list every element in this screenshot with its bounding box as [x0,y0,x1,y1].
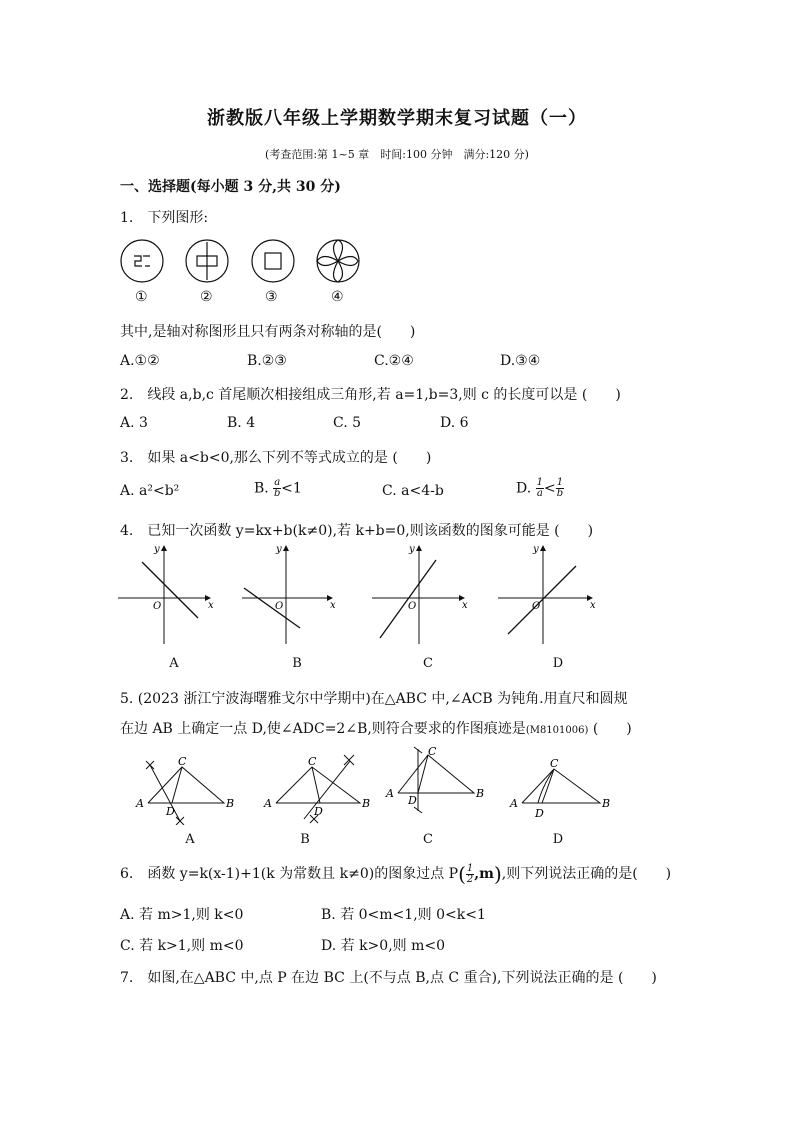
q5-caption-b: B [300,832,310,847]
q3-d-denominator-1: a [536,488,543,499]
q1-option-d: D.③④ [500,353,541,369]
q1-option-a: A.①② [120,353,160,369]
q5-figure-a [146,761,224,825]
q1-option-b: B.②③ [247,353,287,369]
q5-figure-d [522,769,600,803]
q1-figure-2 [186,240,228,282]
q5-d-pt-d: D [535,807,544,820]
q5-c-pt-c: C [428,745,437,758]
q3-option-d-fraction-2 [556,478,564,499]
q6-option-d: D. 若 k>0,则 m<0 [321,938,446,954]
q1-prompt: 其中,是轴对称图形且只有两条对称轴的是( ) [120,324,416,340]
q6-fraction [466,864,474,885]
q3-option-b [254,478,302,499]
q1-label-1: ① [135,289,148,305]
q5-b-pt-a: A [264,797,272,810]
q5-line1: 5. (2023 浙江宁波海曙雅戈尔中学期中)在△ABC 中,∠ACB 为钝角.用直尺和圆规 [120,691,628,707]
q1-label-4: ④ [331,289,344,305]
q5-figures [128,745,618,825]
q4-b-origin: O [275,601,284,612]
q3-option-a: A. a²<b² [120,483,180,499]
q3-d-denominator-2: b [556,488,564,499]
q4-caption-b: B [292,656,302,671]
q5-c-pt-d: D [408,794,417,807]
q1-figures [115,236,375,286]
q1-label-3: ③ [265,289,278,305]
q5-a-pt-c: C [178,755,187,768]
q3-option-d-fraction-1 [536,478,544,499]
q5-line2 [120,718,632,738]
q5-tail: ( ) [588,721,632,737]
q3-d-numerator-1: 1 [536,477,544,488]
q6-denominator: 2 [466,873,474,885]
q5-b-pt-d: D [314,805,323,818]
q1-label-2: ② [200,289,213,305]
q4-caption-d: D [552,656,564,671]
q4-graph-b [242,546,332,644]
q3-stem: 3. 如果 a<b<0,那么下列不等式成立的是 ( ) [120,450,432,466]
q2-option-d: D. 6 [440,415,469,431]
q4-stem: 4. 已知一次函数 y=kx+b(k≠0),若 k+b=0,则该函数的图象可能是 ( ) [120,523,594,539]
q4-d-y-label: y [533,544,539,555]
q5-caption-d: D [552,832,564,847]
q4-caption-a: A [169,656,179,671]
q6-option-a: A. 若 m>1,则 k<0 [120,907,244,923]
q6-paren-close: ) [493,862,502,886]
q4-graphs [110,540,610,650]
q2-option-a: A. 3 [120,415,148,431]
q1-figure-1 [121,240,163,282]
q6-paren-open: ( [458,862,466,886]
q1-option-c: C.②④ [374,353,414,369]
q1-stem: 1. 下列图形: [120,210,209,226]
q4-caption-c: C [423,656,433,671]
q4-graph-c [372,546,464,644]
q5-line2-text: 在边 AB 上确定一点 D,使∠ADC=2∠B,则符合要求的作图痕迹是 [120,721,526,737]
q5-d-pt-c: C [550,757,559,770]
q3-option-d-mid: < [544,480,556,497]
q4-d-origin: O [532,601,541,612]
q6-point-m: ,m [474,866,494,882]
q3-option-b-label: B. [254,480,269,497]
q6-option-b: B. 若 0<m<1,则 0<k<1 [321,907,486,923]
q2-option-b: B. 4 [227,415,256,431]
q6-stem [120,862,671,886]
q4-graph-d [498,546,592,644]
q3-option-d [516,478,564,499]
q3-b-numerator: a [274,477,281,488]
q3-d-numerator-2: 1 [556,477,564,488]
q4-c-origin: O [408,601,417,612]
q3-option-b-tail: <1 [281,480,302,497]
q5-caption-c: C [423,832,433,847]
q4-a-origin: O [153,601,162,612]
q5-c-pt-a: A [386,787,394,800]
q5-d-pt-b: B [602,797,611,810]
section-heading: 一、选择题(每小题 3 分,共 30 分) [120,179,341,195]
q4-b-y-label: y [276,544,282,555]
q3-option-b-fraction [273,478,281,499]
q5-d-pt-a: A [510,797,518,810]
q3-option-c: C. a<4-b [382,483,444,499]
q6-stem-pre: 6. 函数 y=k(x-1)+1(k 为常数且 k≠0)的图象过点 P [120,866,459,882]
q6-stem-post: ,则下列说法正确的是( ) [501,866,672,882]
q5-a-pt-a: A [136,797,144,810]
page-subtitle: (考查范围:第 1~5 章 时间:100 分钟 满分:120 分) [265,148,529,161]
q7-stem: 7. 如图,在△ABC 中,点 P 在边 BC 上(不与点 B,点 C 重合),下列说法正确的是 ( ) [120,970,657,986]
q3-option-d-label: D. [516,480,532,497]
q1-figure-3 [252,240,294,282]
q3-b-denominator: b [273,488,281,499]
q5-caption-a: A [185,832,195,847]
q1-figure-4 [317,240,359,282]
q5-a-pt-d: D [166,805,175,818]
q4-a-y-label: y [154,544,160,555]
q5-b-pt-b: B [362,797,371,810]
q6-numerator: 1 [466,862,474,874]
q5-code: (M8101006) [525,725,589,736]
q4-graph-a [118,546,210,644]
q4-a-x-label: x [208,600,214,611]
page-title: 浙教版八年级上学期数学期末复习试题（一） [207,108,587,129]
q5-b-pt-c: C [308,755,317,768]
q4-c-y-label: y [409,544,415,555]
q4-c-x-label: x [462,600,468,611]
q2-option-c: C. 5 [333,415,362,431]
q5-a-pt-b: B [226,797,235,810]
q2-stem: 2. 线段 a,b,c 首尾顺次相接组成三角形,若 a=1,b=3,则 c 的长度可以是 ( ) [120,387,621,403]
q5-c-pt-b: B [476,787,485,800]
q4-b-x-label: x [330,600,336,611]
q4-d-x-label: x [590,600,596,611]
q6-option-c: C. 若 k>1,则 m<0 [120,938,244,954]
